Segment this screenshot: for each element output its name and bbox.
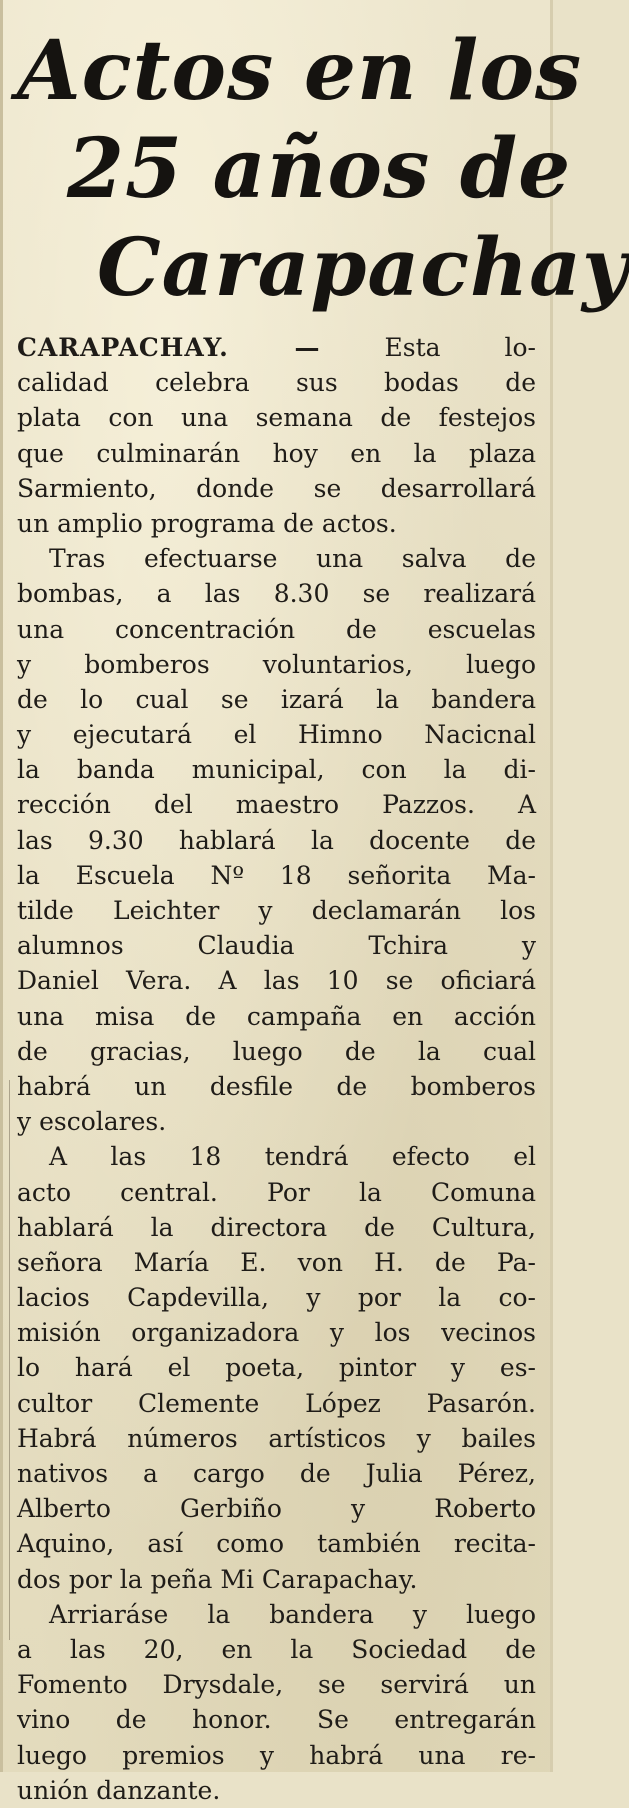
text-line: nativos a cargo de Julia Pérez, xyxy=(17,1459,536,1488)
text-line: alumnos Claudia Tchira y xyxy=(17,931,536,961)
headline-line-2: 25 años de xyxy=(67,121,572,217)
text-line: luego premios y habrá una re- xyxy=(17,1740,536,1770)
text-line: dos por la peña Mi Carapachay. xyxy=(17,1564,418,1594)
text-line: Fomento Drysdale, se servirá un xyxy=(17,1670,536,1700)
text-line: plata con una semana de festejos xyxy=(17,403,536,433)
text-line: lo hará el poeta, pintor y es- xyxy=(17,1353,536,1383)
text-line: de lo cual se izará la bandera xyxy=(17,684,536,714)
text-line: y ejecutará el Himno Nacicnal xyxy=(17,720,536,750)
text-line: las 9.30 hablará la docente de xyxy=(17,825,536,855)
text-line: un amplio programa de actos. xyxy=(17,508,397,538)
text-line: habrá un desfile de bomberos xyxy=(17,1071,536,1101)
text-line: y escolares. xyxy=(17,1107,167,1137)
text-line: lacios Capdevilla, y por la co- xyxy=(17,1283,536,1313)
text-line: misión organizadora y los vecinos xyxy=(17,1318,536,1348)
text-line: A las 18 tendrá efecto el xyxy=(49,1142,536,1172)
text-line: rección del maestro Pazzos. A xyxy=(17,790,536,820)
text-line: una misa de campaña en acción xyxy=(17,1001,536,1031)
text-line: tilde Leichter y declamarán los xyxy=(17,896,536,925)
text-line: una concentración de escuelas xyxy=(17,614,536,644)
text-line: de gracias, luego de la cual xyxy=(17,1036,536,1066)
headline xyxy=(17,22,629,316)
text-line: cultor Clemente López Pasarón. xyxy=(17,1388,536,1418)
article-body xyxy=(17,330,536,1808)
text-line: bombas, a las 8.30 se realizará xyxy=(17,579,536,609)
text-line: la banda municipal, con la di- xyxy=(17,755,536,785)
text-line: señora María E. von H. de Pa- xyxy=(17,1247,536,1277)
text-line: Daniel Vera. A las 10 se oficiará xyxy=(17,966,536,996)
text-line: Aquino, así como también recita- xyxy=(17,1529,536,1559)
text-line: unión danzante. xyxy=(17,1775,221,1805)
text-line: a las 20, en la Sociedad de xyxy=(17,1634,536,1664)
text-line: calidad celebra sus bodas de xyxy=(17,368,536,398)
headline-line-1: Actos en los xyxy=(17,23,583,119)
text-line: Arriaráse la bandera y luego xyxy=(49,1599,536,1629)
text-line: y bomberos voluntarios, luego xyxy=(17,649,536,679)
text-line: que culminarán hoy en la plaza xyxy=(17,438,536,468)
text-line: vino de honor. Se entregarán xyxy=(17,1705,536,1735)
dateline: CARAPACHAY. — xyxy=(17,333,321,362)
text-line: Alberto Gerbiño y Roberto xyxy=(17,1494,536,1524)
text-line: acto central. Por la Comuna xyxy=(17,1177,536,1207)
first-line-text: Esta lo- xyxy=(320,333,537,362)
text-line: hablará la directora de Cultura, xyxy=(17,1212,536,1242)
text-line: la Escuela Nº 18 señorita Ma- xyxy=(17,860,536,890)
text-line: Habrá números artísticos y bailes xyxy=(17,1423,536,1453)
headline-line-3: Carapachay xyxy=(97,220,629,314)
text-line: Sarmiento, donde se desarrollará xyxy=(17,473,536,503)
margin-pencil-line xyxy=(9,1080,10,1640)
first-line xyxy=(17,330,536,365)
text-line: Tras efectuarse una salva de xyxy=(49,544,536,574)
